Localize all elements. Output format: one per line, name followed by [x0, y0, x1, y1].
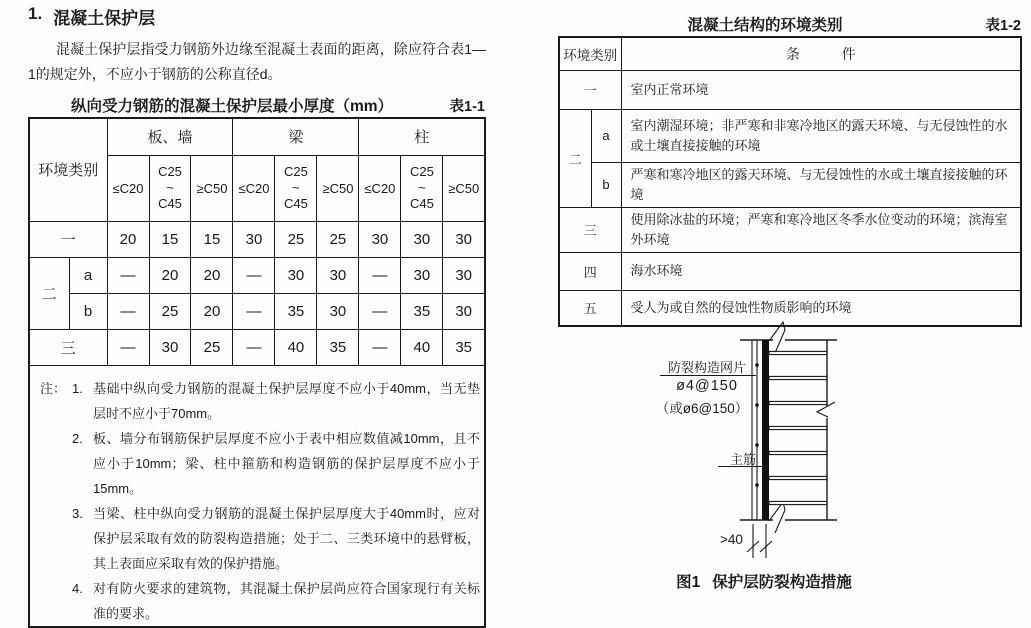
value-cell: 20 [191, 257, 233, 293]
main-rebar [762, 340, 769, 520]
t2-env-header: 环境类别 [559, 37, 621, 70]
t1-notes-row [29, 365, 485, 627]
main-bar-label: 主筋 [729, 452, 756, 467]
t2-category-cell: 三 [559, 207, 621, 252]
t2-condition-cell: 海水环境 [621, 252, 1021, 290]
value-cell: 35 [401, 293, 443, 329]
note-item [72, 426, 480, 501]
bottom-boundary-line [740, 502, 837, 533]
t2-condition-header: 条 件 [621, 37, 1021, 70]
value-cell: — [233, 257, 275, 293]
note-number: 1. [72, 380, 83, 396]
notes-list [72, 376, 480, 626]
t2-condition-cell: 室内潮湿环境；非严寒和非寒冷地区的露天环境、与无侵蚀性的水或土壤直接接触的环境 [621, 109, 1021, 162]
value-cell: 30 [317, 257, 359, 293]
t1-grade-cell [401, 155, 443, 221]
value-cell: — [107, 257, 149, 293]
t1-grade-line: ~ [166, 180, 174, 195]
value-cell: 30 [443, 221, 485, 257]
value-cell: 40 [401, 329, 443, 365]
t1-grade-cell [275, 155, 317, 221]
t1-grade-cell: ≥C50 [443, 155, 485, 221]
t1-group-header-row [29, 118, 485, 155]
note-item [72, 576, 480, 626]
t1-grade-cell: ≤C20 [107, 155, 149, 221]
right-column [558, 6, 1022, 327]
section-number: 1. [28, 4, 43, 23]
table2-title-bar [558, 13, 1022, 36]
t1-grade-line: C25 [284, 164, 308, 179]
note-text: 基础中纵向受力钢筋的混凝土保护层厚度不应小于40mm，当无垫层时不应小于70mm。 [93, 380, 480, 421]
table2-title: 混凝土结构的环境类别 [687, 17, 843, 34]
value-cell: 20 [107, 221, 149, 257]
table-1-1 [28, 117, 486, 628]
t2-category-cell: 四 [559, 252, 621, 290]
value-cell: 30 [275, 257, 317, 293]
table2-tag: 表1-2 [985, 18, 1021, 34]
t1-grade-cell: ≥C50 [317, 155, 359, 221]
break-symbol [769, 322, 785, 353]
mesh-label: 防裂构造网片 [667, 360, 746, 375]
value-cell: 40 [275, 329, 317, 365]
value-cell: — [359, 257, 401, 293]
figure-1 [620, 318, 1031, 619]
table-row [29, 257, 485, 293]
cover-dimension-marks [747, 524, 772, 558]
notes-label: 注： [40, 380, 67, 396]
t2-category-cell: 一 [559, 70, 621, 109]
value-cell: — [107, 329, 149, 365]
value-cell: 15 [191, 221, 233, 257]
value-cell: 25 [275, 221, 317, 257]
t1-notes-cell [29, 365, 485, 627]
note-number: 4. [72, 580, 83, 596]
value-cell: — [107, 293, 149, 329]
value-cell: 30 [359, 221, 401, 257]
intro-paragraph: 混凝土保护层指受力钢筋外边缘至混凝土表面的距离，除应符合表1—1的规定外，不应小于钢筋的公称直径d。 [28, 41, 486, 82]
value-cell: — [359, 293, 401, 329]
figure-caption-number: 图1 [676, 574, 701, 591]
table-row [29, 293, 485, 329]
t2-category-cell: 五 [559, 290, 621, 326]
mesh-spec-alt: （或ø6@150） [655, 401, 749, 416]
value-cell: 35 [317, 329, 359, 365]
table-row [559, 109, 1021, 162]
t1-grade-line: C25 [158, 164, 182, 179]
note-number: 3. [72, 505, 83, 521]
t1-grade-line: C25 [409, 164, 434, 179]
table-row [559, 162, 1021, 207]
t1-grade-line: C45 [284, 196, 308, 211]
table-row [29, 329, 485, 365]
top-boundary-line [740, 322, 837, 353]
value-cell: 30 [149, 329, 191, 365]
t2-condition-cell: 严寒和寒冷地区的露天环境、与无侵蚀性的水或土壤直接接触的环境 [621, 162, 1021, 207]
t1-group-slab-wall: 板、墙 [107, 118, 233, 155]
note-item [72, 376, 480, 426]
table-row [29, 221, 485, 257]
note-number: 2. [72, 430, 83, 446]
t1-subcategory-cell: a [69, 257, 107, 293]
value-cell: 35 [275, 293, 317, 329]
t2-header-row [559, 37, 1021, 70]
table1-title-bar [28, 94, 486, 117]
value-cell: 20 [149, 257, 191, 293]
t1-grade-cell: ≥C50 [191, 155, 233, 221]
note-text: 对有防火要求的建筑物，其混凝土保护层尚应符合国家现行有关标准的要求。 [93, 580, 480, 621]
value-cell: 30 [233, 221, 275, 257]
figure-caption [648, 570, 880, 592]
t2-category-cell: 二 [559, 109, 591, 207]
value-cell: 20 [191, 293, 233, 329]
note-text: 板、墙分布钢筋保护层厚度不应小于表中相应数值减10mm，且不应小于10mm；梁、柱中箍筋和构造钢筋的保护层厚度不应小于15mm。 [93, 430, 480, 496]
value-cell: 15 [149, 221, 191, 257]
table-row [559, 70, 1021, 109]
value-cell: — [233, 329, 275, 365]
t1-category-cell: 二 [29, 257, 69, 329]
tie-bars [769, 351, 827, 504]
value-cell: 25 [149, 293, 191, 329]
mesh-spec: ø4@150 [676, 378, 738, 394]
note-text: 当梁、柱中纵向受力钢筋的混凝土保护层厚度大于40mm时，应对保护层采取有效的防裂构造措施；处于二、三类环境中的悬臂板，其上表面应采取有效的保护措施。 [93, 505, 480, 571]
value-cell: 30 [317, 293, 359, 329]
t1-grade-cell [149, 155, 191, 221]
value-cell: 30 [401, 257, 443, 293]
t1-grade-line: C45 [409, 196, 434, 211]
t1-grade-line: ~ [418, 180, 426, 195]
value-cell: 30 [443, 257, 485, 293]
value-cell: — [359, 329, 401, 365]
table-row [559, 252, 1021, 290]
value-cell: 35 [443, 329, 485, 365]
table-1-2 [558, 36, 1022, 327]
t1-group-column: 柱 [359, 118, 485, 155]
t2-condition-cell: 使用除冰盐的环境；严寒和寒冷地区冬季水位变动的环境；滨海室外环境 [621, 207, 1021, 252]
t1-grade-cell: ≤C20 [233, 155, 275, 221]
notes-block [30, 366, 484, 626]
t1-grade-line: C45 [158, 196, 182, 211]
t1-category-cell: 一 [29, 221, 107, 257]
value-cell: 30 [443, 293, 485, 329]
t1-subcategory-cell: b [69, 293, 107, 329]
section-heading [28, 4, 486, 29]
value-cell: — [233, 293, 275, 329]
value-cell: 25 [317, 221, 359, 257]
t1-env-header: 环境类别 [29, 118, 107, 221]
left-column [28, 4, 486, 628]
cover-dimension-value: >40 [720, 532, 743, 547]
figure-caption-text: 保护层防裂构造措施 [712, 574, 852, 591]
table1-title: 纵向受力钢筋的混凝土保护层最小厚度（mm） [70, 98, 394, 115]
t1-category-cell: 三 [29, 329, 107, 365]
section-title: 混凝土保护层 [53, 9, 156, 28]
t1-group-beam: 梁 [233, 118, 359, 155]
value-cell: 30 [401, 221, 443, 257]
t2-condition-cell: 受人为或自然的侵蚀性物质影响的环境 [621, 290, 1021, 326]
table1-tag: 表1-1 [449, 99, 485, 115]
t2-subcategory-cell: b [591, 162, 621, 207]
t1-grade-line: ~ [292, 180, 300, 195]
value-cell: 25 [191, 329, 233, 365]
table-row [559, 207, 1021, 252]
t2-condition-cell: 室内正常环境 [621, 70, 1021, 109]
note-item [72, 501, 480, 576]
break-symbol [769, 502, 785, 533]
t2-subcategory-cell: a [591, 109, 621, 162]
t1-grade-cell: ≤C20 [359, 155, 401, 221]
